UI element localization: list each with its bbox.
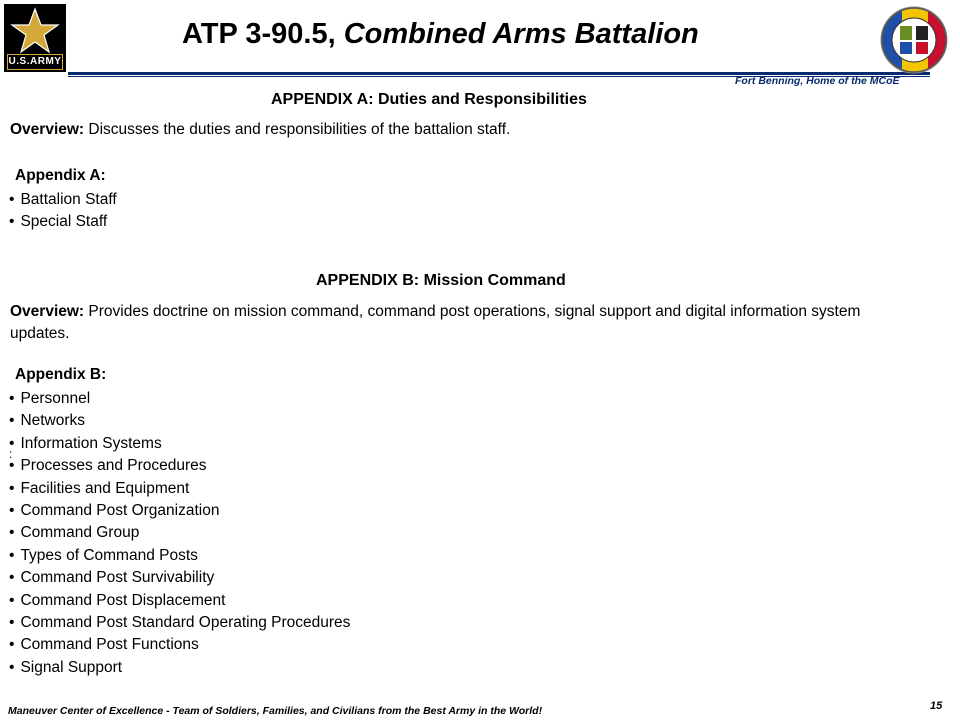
list-item: • Information Systems — [9, 433, 350, 455]
list-item: • Command Post Survivability — [9, 567, 350, 589]
appendix-a-list — [9, 189, 117, 234]
appendix-b-overview-text: Provides doctrine on mission command, command post operations, signal support and digital information system updates. — [10, 303, 861, 342]
footer-motto: Maneuver Center of Excellence - Team of Soldiers, Families, and Civilians from the Best Army in the World! — [8, 705, 543, 717]
list-item: • Personnel — [9, 388, 350, 410]
army-wordmark: U.S.ARMY — [7, 54, 63, 70]
appendix-a-overview-label: Overview: — [10, 121, 85, 138]
list-item: • Processes and Procedures — [9, 455, 350, 477]
army-star-icon — [10, 6, 60, 56]
us-army-logo — [4, 4, 66, 72]
list-item: • Networks — [9, 410, 350, 432]
list-item: • Signal Support — [9, 657, 350, 679]
appendix-b-list-label: Appendix B: — [15, 366, 107, 383]
appendix-b-heading: APPENDIX B: Mission Command — [316, 272, 566, 289]
appendix-b-overview-label: Overview: — [10, 303, 85, 320]
list-item: • Command Post Organization — [9, 500, 350, 522]
appendix-a-list-label: Appendix A: — [15, 167, 106, 184]
page-title-italic: Combined Arms Battalion — [343, 18, 699, 50]
list-item: • Facilities and Equipment — [9, 478, 350, 500]
appendix-a-heading: APPENDIX A: Duties and Responsibilities — [271, 91, 587, 108]
page-title — [182, 18, 699, 51]
stray-mark: : — [9, 447, 13, 461]
list-item: • Command Post Displacement — [9, 590, 350, 612]
list-item: • Battalion Staff — [9, 189, 117, 211]
mcoe-seal-icon — [866, 6, 956, 74]
list-item: • Special Staff — [9, 211, 117, 233]
appendix-a-overview — [10, 119, 890, 141]
list-item: • Command Post Functions — [9, 634, 350, 656]
list-item: • Types of Command Posts — [9, 545, 350, 567]
appendix-b-overview — [10, 301, 890, 345]
list-item: • Command Group — [9, 522, 350, 544]
tagline: Fort Benning, Home of the MCoE — [735, 75, 900, 87]
mcoe-seal-logo — [866, 6, 956, 74]
appendix-a-overview-text: Discusses the duties and responsibilities of the battalion staff. — [84, 121, 511, 138]
appendix-b-list — [9, 388, 350, 679]
page-number: 15 — [930, 700, 943, 712]
list-item: • Command Post Standard Operating Procedures — [9, 612, 350, 634]
page-title-plain: ATP 3-90.5, — [182, 18, 344, 50]
